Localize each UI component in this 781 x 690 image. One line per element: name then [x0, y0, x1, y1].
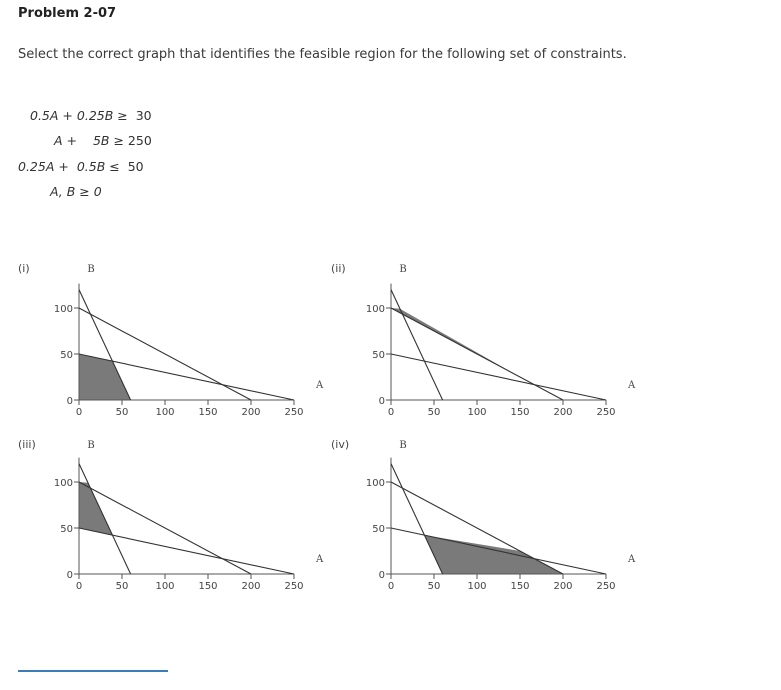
- x-tick-label: 150: [510, 407, 530, 418]
- x-tick-label: 200: [553, 407, 573, 418]
- x-tick-label: 100: [467, 407, 487, 418]
- constraint-nonneg-text: A, B ≥ 0: [50, 184, 102, 199]
- constraint-2-term1: A: [54, 133, 63, 148]
- y-tick-label: 50: [372, 350, 385, 361]
- constraint-1-op: +: [62, 108, 73, 123]
- x-tick-label: 150: [198, 407, 218, 418]
- feasible-region: [79, 482, 113, 535]
- constraint-3-relation: ≤: [109, 159, 120, 174]
- graph-option-2[interactable]: [331, 262, 636, 418]
- x-tick-label: 0: [75, 407, 83, 418]
- constraint-nonnegativity: [50, 184, 102, 199]
- y-tick-label: 50: [60, 524, 73, 535]
- constraint-2-op: +: [66, 133, 78, 148]
- x-tick-label: 100: [155, 407, 175, 418]
- x-tick-label: 250: [284, 581, 304, 592]
- constraint-3: [18, 159, 144, 174]
- x-tick-label: 150: [510, 581, 530, 592]
- constraint-line-1: [391, 290, 443, 400]
- problem-title: Problem 2-07: [18, 6, 117, 21]
- graph-label: (iv): [331, 438, 350, 451]
- x-tick-label: 50: [427, 581, 441, 592]
- constraint-3-rhs: 50: [127, 159, 144, 174]
- constraint-3-op: +: [58, 159, 69, 174]
- x-axis-name: A: [628, 554, 636, 565]
- x-tick-label: 100: [467, 581, 487, 592]
- y-axis-name: B: [87, 440, 95, 451]
- y-axis-name: B: [87, 264, 95, 275]
- x-tick-label: 100: [155, 581, 175, 592]
- constraint-2: [54, 133, 152, 148]
- x-tick-label: 200: [241, 407, 261, 418]
- x-axis-name: A: [316, 554, 324, 565]
- question-text: Select the correct graph that identifies the feasible region for the following set of constraints.: [18, 47, 627, 62]
- graph-label: (i): [18, 262, 30, 275]
- constraint-1-term1: 0.5A: [30, 108, 59, 123]
- graph-label: (iii): [18, 438, 36, 451]
- constraint-3-term1: 0.25A: [18, 159, 55, 174]
- constraint-2-relation: ≥: [113, 133, 124, 148]
- x-tick-label: 250: [596, 581, 616, 592]
- constraint-1: [30, 108, 152, 123]
- y-tick-label: 0: [66, 570, 73, 581]
- constraint-1-rhs: 30: [135, 108, 152, 123]
- x-tick-label: 150: [198, 581, 218, 592]
- feasible-region: [79, 354, 131, 400]
- graph-label: (ii): [331, 262, 346, 275]
- y-tick-label: 0: [378, 570, 385, 581]
- constraint-3-term2: 0.5B: [76, 159, 106, 174]
- y-tick-label: 0: [66, 396, 73, 407]
- y-tick-label: 0: [378, 396, 385, 407]
- answer-input-line[interactable]: [18, 670, 168, 672]
- y-tick-label: 50: [372, 524, 385, 535]
- x-tick-label: 250: [284, 407, 304, 418]
- constraint-1-term2: 0.25B: [76, 108, 114, 123]
- y-axis-name: B: [399, 440, 407, 451]
- constraint-line-2: [79, 528, 294, 574]
- graph-option-1[interactable]: [18, 262, 324, 418]
- constraint-2-rhs: 250: [127, 133, 152, 148]
- constraint-line-1: [391, 464, 443, 574]
- x-tick-label: 0: [387, 581, 395, 592]
- constraint-line-3: [391, 308, 563, 400]
- y-axis-name: B: [399, 264, 407, 275]
- x-tick-label: 0: [387, 407, 395, 418]
- y-tick-label: 100: [53, 478, 73, 489]
- constraint-1-relation: ≥: [117, 108, 128, 123]
- y-tick-label: 100: [365, 304, 385, 315]
- y-tick-label: 100: [53, 304, 73, 315]
- x-axis-name: A: [316, 380, 324, 391]
- x-tick-label: 200: [553, 581, 573, 592]
- constraint-line-2: [391, 354, 606, 400]
- x-tick-label: 50: [427, 407, 441, 418]
- constraint-2-term2: 5B: [92, 133, 110, 148]
- y-tick-label: 50: [60, 350, 73, 361]
- y-tick-label: 100: [365, 478, 385, 489]
- x-tick-label: 250: [596, 407, 616, 418]
- feasible-region: [425, 535, 564, 574]
- x-tick-label: 50: [115, 581, 129, 592]
- graph-options: [0, 255, 781, 600]
- x-tick-label: 0: [75, 581, 83, 592]
- graph-option-4[interactable]: [331, 438, 636, 592]
- x-tick-label: 200: [241, 581, 261, 592]
- graph-option-3[interactable]: [18, 438, 324, 592]
- x-axis-name: A: [628, 380, 636, 391]
- x-tick-label: 50: [115, 407, 129, 418]
